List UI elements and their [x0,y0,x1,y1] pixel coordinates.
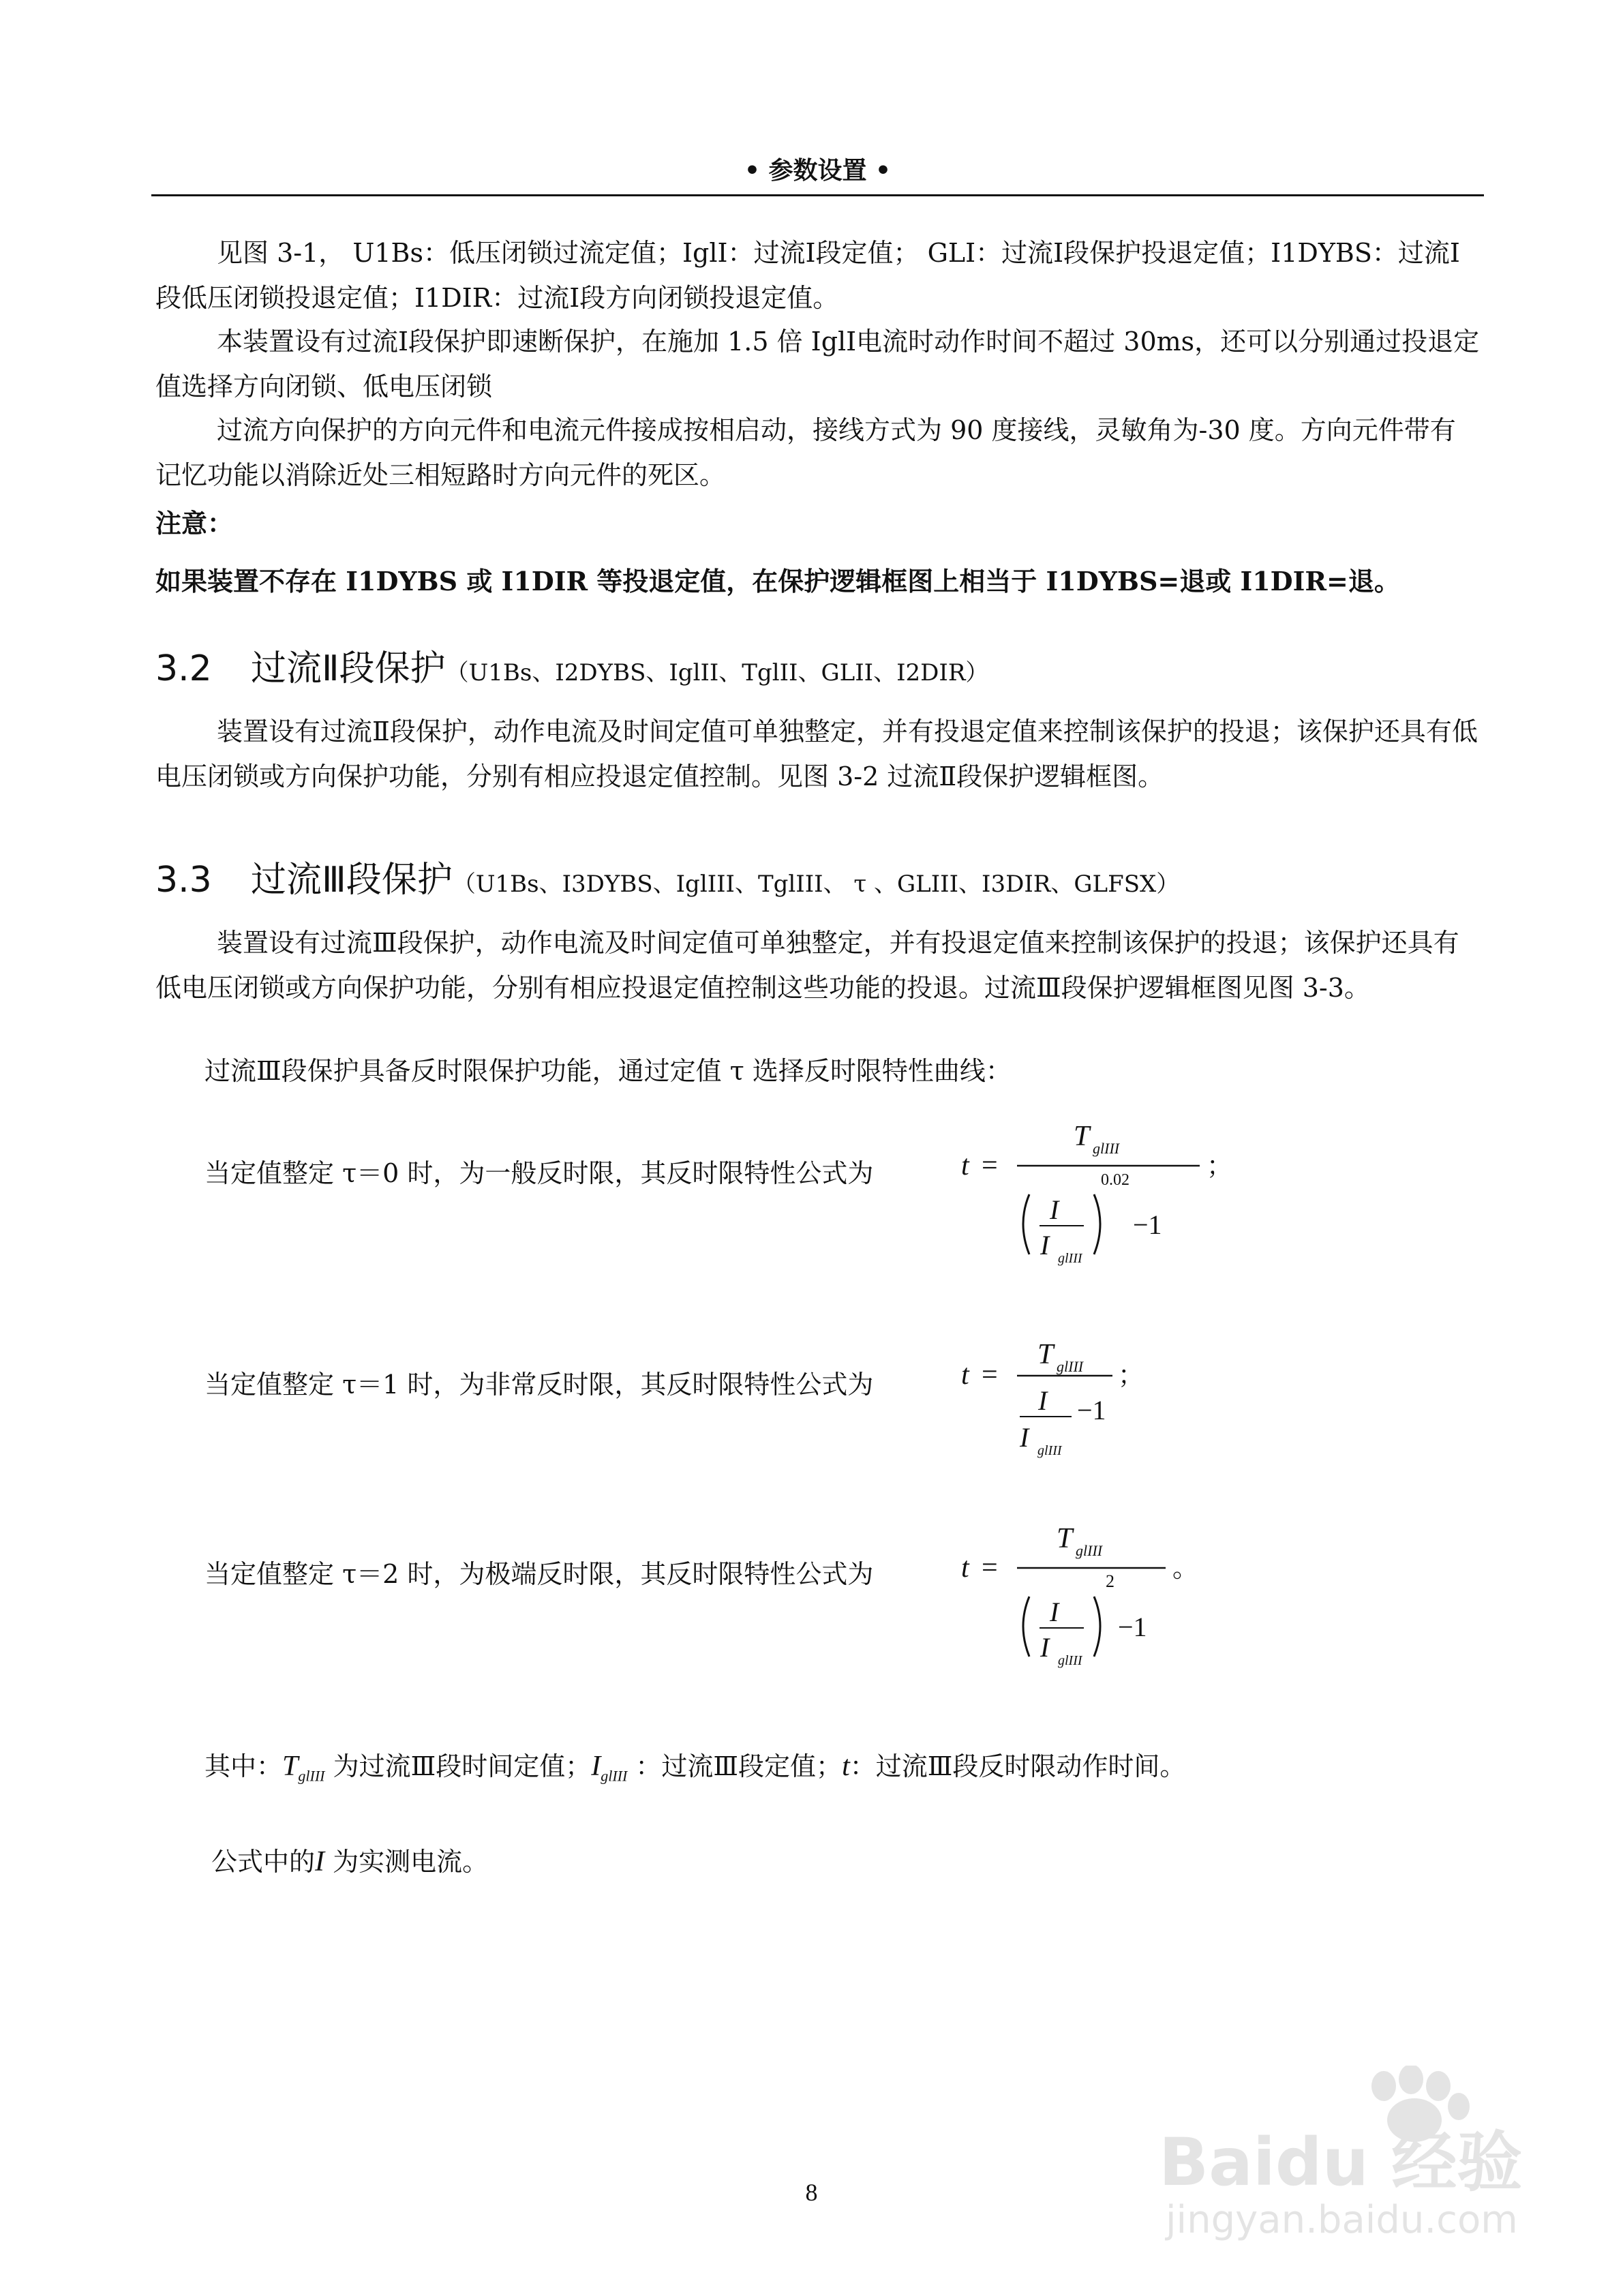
definitions-t: t [842,1751,850,1782]
formula-exponent: 2 [1106,1571,1114,1591]
formula-inner-Igl: I [1040,1632,1050,1663]
definitions-t-desc: ：过流Ⅲ段反时限动作时间。 [849,1751,1186,1781]
watermark-brand: Baidu 经验 [1159,2124,1523,2201]
closing-post: 为实测电流。 [324,1847,489,1877]
formula-right-paren [1094,1194,1100,1254]
formula-inner-I: I [1050,1597,1059,1627]
note-label: 注意： [155,508,234,539]
definitions-T: T [282,1751,299,1782]
formula-inner-I: I [1050,1194,1059,1225]
page-number: 8 [805,2179,818,2206]
formula-2-label: 当定值整定 τ＝1 时，为非常反时限，其反时限特性公式为 [204,1370,874,1400]
formula-exponent: 0.02 [1101,1171,1129,1189]
formula-end: 。 [1172,1554,1199,1583]
section-title: 过流Ⅱ段保护 [251,648,446,689]
section-3-2-heading [155,639,988,691]
formula-numerator-T: T [1057,1523,1073,1554]
formula-end: ； [1207,1152,1233,1181]
formula-right-paren [1094,1597,1100,1657]
section-params: （U1Bs、I2DYBS、IglII、TglII、GLII、I2DIR） [445,659,989,686]
intro-paragraph-2: 本装置设有过流Ⅰ段保护即速断保护，在施加 1.5 倍 IglⅠ电流时动作时间不超过 30ms，还可以分别通过投退定值选择方向闭锁、低电压闭锁 [155,327,1480,402]
formula-inner-Igl: I [1040,1230,1050,1260]
formula-t: t [961,1552,969,1584]
formula-left-paren [1023,1597,1029,1657]
definitions-T-desc: 为过流Ⅲ段时间定值； [333,1751,592,1781]
formula-inner-sub: glIII [1058,1653,1082,1668]
formula-1-label: 当定值整定 τ＝0 时，为一般反时限，其反时限特性公式为 [204,1158,874,1188]
formula-inner-sub: glIII [1058,1251,1082,1266]
baidu-watermark [1159,2066,1568,2243]
formula-end: ； [1118,1361,1144,1390]
definitions-I-sub: glIII [601,1767,628,1785]
section-3-2-body: 装置设有过流Ⅱ段保护，动作电流及时间定值可单独整定，并有投退定值来控制该保护的投退；该保护还具有低电压闭锁或方向保护功能，分别有相应投退定值控制。见图 3-2 过流Ⅱ段保护逻辑框图。 [155,716,1478,791]
section-params: （U1Bs、I3DYBS、IglIII、TglIII、 τ 、GLIII、I3DIR、GLFSX） [452,871,1180,898]
formula-equals: = [982,1552,998,1584]
note-text: 如果装置不存在 I1DYBS 或 I1DIR 等投退定值，在保护逻辑框图上相当于 I1DYBS=退或 I1DIR=退。 [155,566,1400,596]
section-number: 3.2 [155,648,212,689]
definitions-line [204,1745,1185,1785]
formula-2 [954,1336,1227,1472]
formula-numerator-sub: glIII [1076,1542,1103,1559]
formula-left-paren [1023,1194,1029,1254]
header-divider [151,194,1484,196]
formula-numerator-sub: glIII [1057,1358,1084,1375]
definitions-I: I [591,1751,601,1782]
formula-numerator-sub: glIII [1093,1140,1120,1157]
definitions-prefix: 其中： [204,1751,283,1781]
definitions-I-desc: ：过流Ⅲ段定值； [635,1751,843,1781]
formula-equals: = [982,1359,998,1391]
section-3-3-body: 装置设有过流Ⅲ段保护，动作电流及时间定值可单独整定，并有投退定值来控制该保护的投退；该保护还具有低电压闭锁或方向保护功能，分别有相应投退定值控制这些功能的投退。过流Ⅲ段保护逻辑框图见图 3-3。 [155,928,1459,1003]
section-title: 过流Ⅲ段保护 [251,860,453,901]
intro-paragraph-1: 见图 3-1， U1Bs：低压闭锁过流定值；IglI：过流Ⅰ段定值； GLI：过流Ⅰ段保护投退定值；I1DYBS：过流Ⅰ段低压闭锁投退定值；I1DIR：过流Ⅰ段方向闭锁投退定值。 [155,238,1460,313]
intro-paragraph-3: 过流方向保护的方向元件和电流元件接成按相启动，接线方式为 90 度接线，灵敏角为-30 度。方向元件带有记忆功能以消除近处三相短路时方向元件的死区。 [155,415,1456,490]
closing-pre: 公式中的 [211,1847,316,1877]
definitions-T-sub: glIII [298,1767,325,1785]
formula-inner-I: I [1038,1385,1048,1416]
section-3-3-heading [155,851,1179,902]
formula-numerator-T: T [1074,1121,1090,1152]
formula-equals: = [982,1150,998,1181]
closing-I: I [315,1846,325,1877]
formula-minus-one: −1 [1077,1395,1106,1425]
formula-t: t [961,1150,969,1181]
formula-3 [954,1507,1227,1691]
page-header: • 参数设置 • [744,157,892,185]
formula-inner-sub: glIII [1037,1443,1062,1458]
inverse-time-intro: 过流Ⅲ段保护具备反时限保护功能，通过定值 τ 选择反时限特性曲线： [204,1056,1012,1086]
formula-minus-one: −1 [1118,1612,1147,1642]
formula-t: t [961,1359,969,1391]
formula-1 [954,1104,1233,1288]
closing-line [211,1841,488,1878]
formula-inner-Igl: I [1020,1422,1029,1453]
section-number: 3.3 [155,860,212,901]
watermark-url: jingyan.baidu.com [1166,2198,1518,2242]
formula-numerator-T: T [1037,1339,1054,1370]
formula-3-label: 当定值整定 τ＝2 时，为极端反时限，其反时限特性公式为 [204,1559,874,1589]
formula-minus-one: −1 [1133,1209,1162,1240]
